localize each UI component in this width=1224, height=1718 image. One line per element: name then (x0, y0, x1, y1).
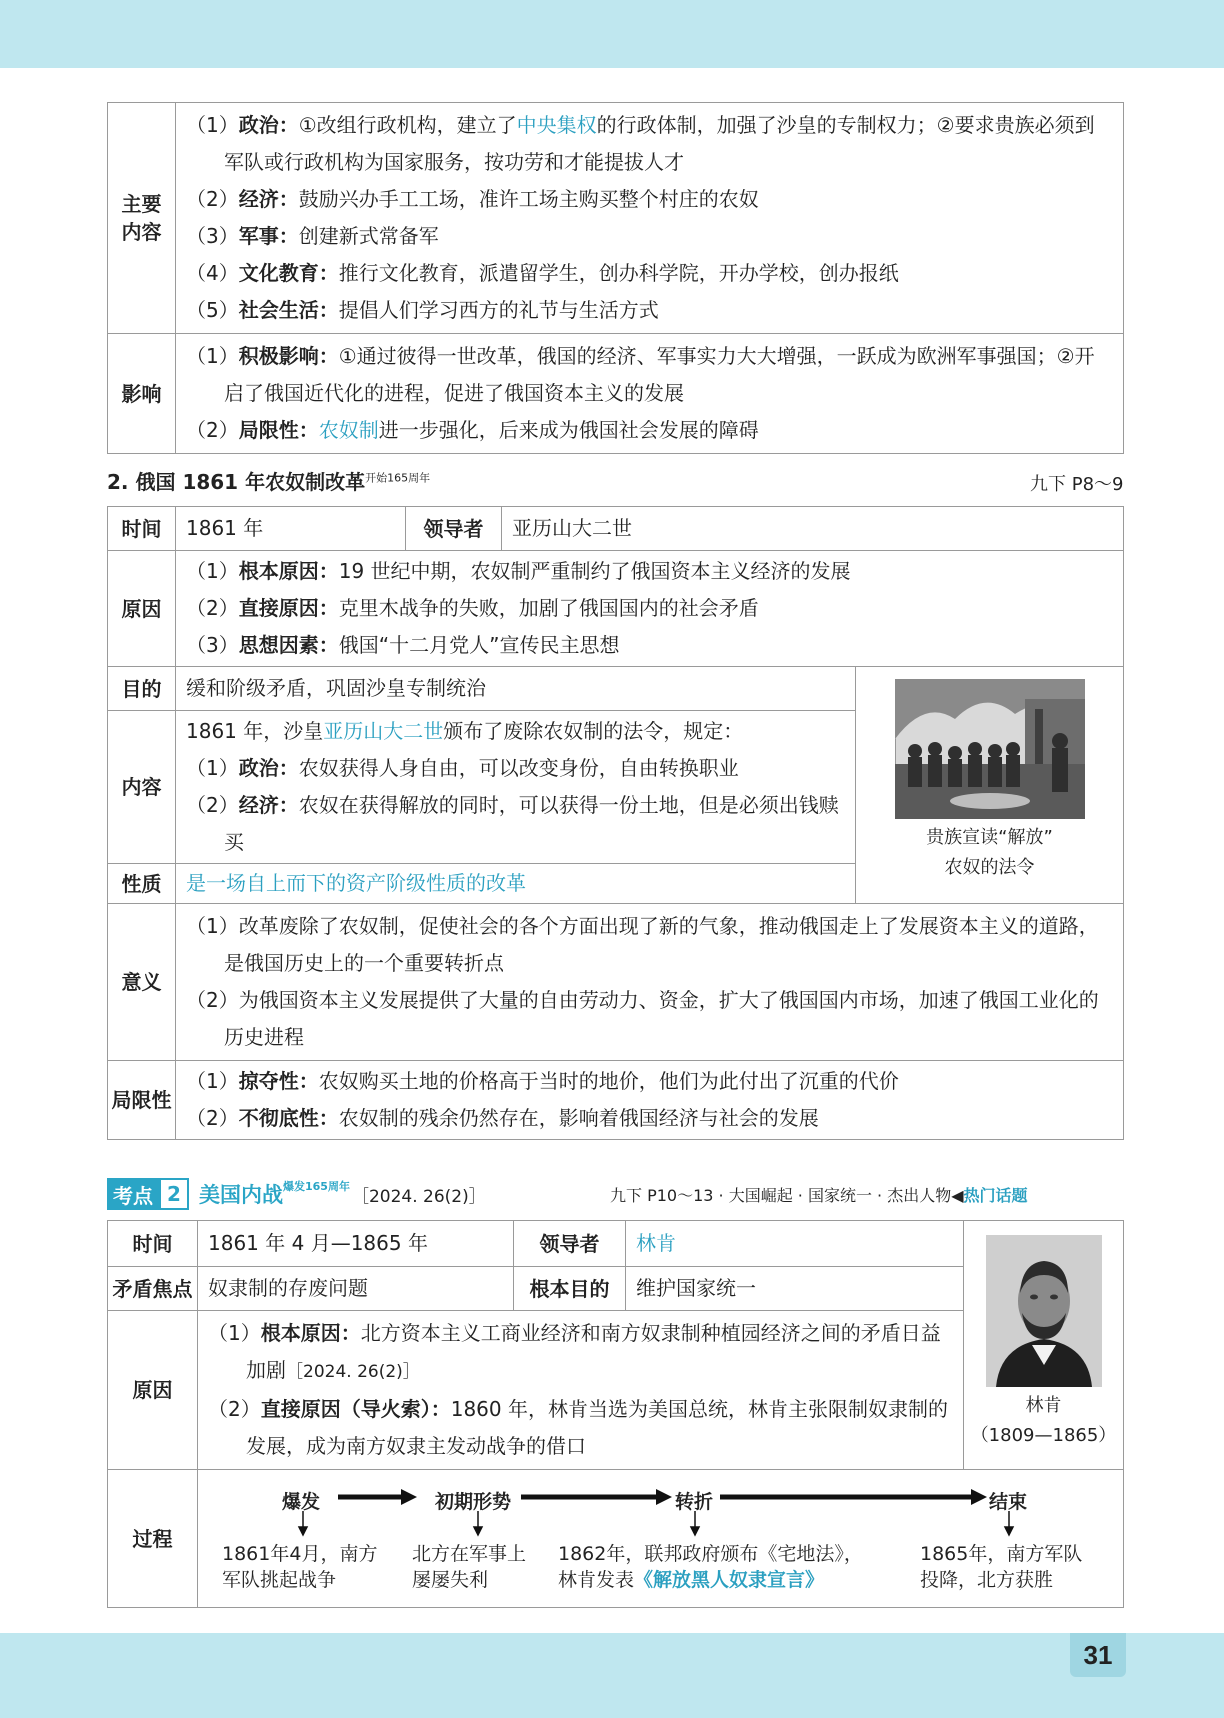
stage-label-outbreak: 爆发 (282, 1490, 321, 1513)
list-item: （2）为俄国资本主义发展提供了大量的自由劳动力、资金，扩大了俄国国内市场，加速了俄国工业化的历史进程 (186, 988, 1099, 1049)
section-heading (107, 1178, 486, 1210)
section-title: 美国内战 (199, 1183, 283, 1207)
leader-value: 林肯 (626, 1221, 964, 1267)
process-row (108, 1470, 1124, 1608)
purpose-row (108, 667, 1124, 711)
goal-value: 维护国家统一 (626, 1267, 964, 1311)
content-intro: 1861 年，沙皇亚历山大二世颁布了废除农奴制的法令，规定： (186, 719, 744, 743)
civil-war-table (107, 1220, 1124, 1608)
impact-row (108, 334, 1124, 454)
time-value: 1861 年 (176, 507, 406, 551)
list-item: （3）军事：创建新式常备军 (186, 224, 439, 248)
significance-row (108, 904, 1124, 1061)
main-content-row (108, 103, 1124, 334)
portrait-name: 林肯 (1025, 1395, 1062, 1416)
peter-reform-table (107, 102, 1124, 454)
portrait-cell (964, 1221, 1124, 1470)
row-header: 局限性 (108, 1061, 176, 1140)
list-item: （1）政治：农奴获得人身自由，可以改变身份，自由转换职业 (186, 756, 739, 780)
bottom-band (0, 1633, 1224, 1718)
section-title: 2. 俄国 1861 年农奴制改革$^{开始165周年}$ (107, 470, 431, 494)
list-item: （1）掠夺性：农奴购买土地的价格高于当时的地价，他们为此付出了沉重的代价 (186, 1069, 899, 1093)
row-header: 原因 (108, 1311, 198, 1470)
portrait-years: （1809—1865） (970, 1425, 1117, 1446)
list-item: （1）根本原因：19 世纪中期，农奴制严重制约了俄国资本主义经济的发展 (186, 559, 851, 583)
row-header: 领导者 (406, 507, 502, 551)
list-item: （3）思想因素：俄国“十二月党人”宣传民主思想 (186, 633, 620, 657)
list-item: （5）社会生活：提倡人们学习西方的礼节与生活方式 (186, 298, 659, 322)
time-row (108, 1221, 1124, 1267)
stage-text: 1862年，联邦政府颁布《宅地法》， 林肯发表《解放黑人奴隶宣言》 (558, 1542, 863, 1591)
purpose-value: 缓和阶级矛盾，巩固沙皇专制统治 (176, 667, 856, 711)
lincoln-portrait (986, 1235, 1102, 1387)
engraving-image (895, 679, 1085, 819)
list-item: （2）经济：农奴在获得解放的同时，可以获得一份土地，但是必须出钱赎买 (186, 793, 839, 854)
list-item: （1）积极影响：①通过彼得一世改革，俄国的经济、军事实力大大增强，一跃成为欧洲军事强国；②开启了俄国近代化的进程，促进了俄国资本主义的发展 (186, 344, 1095, 405)
textbook-reference: 九下 P10～13 · 大国崛起 · 国家统一 · 杰出人物◀热门话题 (610, 1186, 1028, 1205)
row-header: 根本目的 (514, 1267, 626, 1311)
stage-text: 1865年，南方军队 投降，北方获胜 (920, 1542, 1083, 1591)
list-item: （2）直接原因（导火索）：1860 年，林肯当选为美国总统，林肯主张限制奴隶制的发展，成为南方奴隶主发动战争的借口 (208, 1397, 948, 1458)
textbook-reference: 九下 P8～9 (1030, 474, 1124, 495)
row-header: 领导者 (514, 1221, 626, 1267)
list-item: （4）文化教育：推行文化教育，派遣留学生，创办科学院，开办学校，创办报纸 (186, 261, 899, 285)
row-header: 目的 (108, 667, 176, 711)
row-header: 时间 (108, 1221, 198, 1267)
stage-label-end: 结束 (989, 1490, 1028, 1513)
list-item: （2）不彻底性：农奴制的残余仍然存在，影响着俄国经济与社会的发展 (186, 1106, 819, 1130)
leader-value: 亚历山大二世 (502, 507, 1124, 551)
list-item: （1）改革废除了农奴制，促使社会的各个方面出现了新的气象，推动俄国走上了发展资本主义的道路，是俄国历史上的一个重要转折点 (186, 914, 1099, 975)
row-header: 过程 (108, 1470, 198, 1608)
limitation-row (108, 1061, 1124, 1140)
stage-text: 北方在军事上 屡屡失利 (412, 1542, 527, 1591)
row-header: 主要内容 (108, 103, 176, 334)
row-header: 影响 (108, 334, 176, 454)
exam-point-badge: 考点 (107, 1178, 159, 1210)
stage-label-early: 初期形势 (435, 1490, 512, 1513)
row-header: 意义 (108, 904, 176, 1061)
image-caption: 贵族宣读“解放” (926, 827, 1053, 848)
time-value: 1861 年 4 月—1865 年 (198, 1221, 514, 1267)
image-cell (856, 667, 1124, 904)
page-number: 31 (1070, 1633, 1126, 1677)
list-item: （2）局限性：农奴制进一步强化，后来成为俄国社会发展的障碍 (186, 418, 759, 442)
row-header: 内容 (108, 711, 176, 864)
process-flow (198, 1470, 1124, 1608)
cause-row (108, 551, 1124, 667)
nature-value: 是一场自上而下的资产阶级性质的改革 (176, 864, 856, 904)
list-item: （2）经济：鼓励兴办手工工场，准许工场主购买整个村庄的农奴 (186, 187, 759, 211)
row-header: 性质 (108, 864, 176, 904)
top-band (0, 0, 1224, 68)
serf-reform-table (107, 506, 1124, 1140)
exam-point-number: 2 (159, 1178, 189, 1210)
time-row (108, 507, 1124, 551)
row-header: 矛盾焦点 (108, 1267, 198, 1311)
list-item: （1）根本原因：北方资本主义工商业经济和南方奴隶制种植园经济之间的矛盾日益加剧［2024. 26(2)］ (208, 1321, 941, 1382)
focus-value: 奴隶制的存废问题 (198, 1267, 514, 1311)
list-item: （1）政治：①改组行政机构，建立了中央集权的行政体制，加强了沙皇的专制权力；②要求贵族必须到军队或行政机构为国家服务，按功劳和才能提拔人才 (186, 113, 1095, 174)
section-sup: 爆发165周年 (283, 1180, 350, 1193)
row-header: 原因 (108, 551, 176, 667)
exam-year: ［2024. 26(2)］ (351, 1186, 486, 1207)
stage-label-turning: 转折 (675, 1490, 714, 1513)
stage-text: 1861年4月，南方 军队挑起战争 (222, 1542, 378, 1591)
list-item: （2）直接原因：克里木战争的失败，加剧了俄国国内的社会矛盾 (186, 596, 759, 620)
image-caption: 农奴的法令 (944, 857, 1035, 878)
row-header: 时间 (108, 507, 176, 551)
